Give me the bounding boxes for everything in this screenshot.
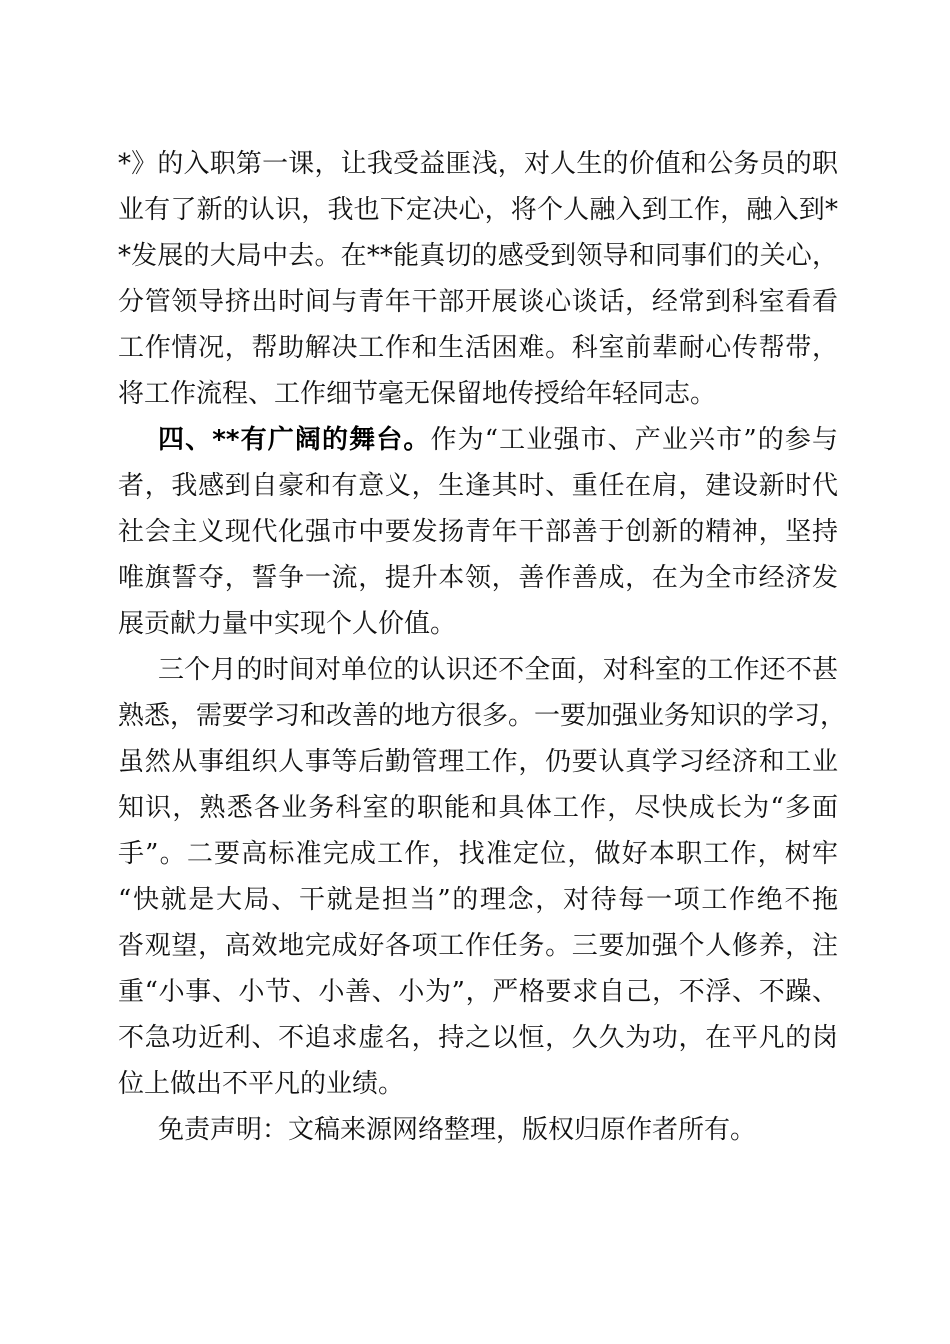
paragraph-1-line-4: 分管领导挤出时间与青年干部开展谈心谈话，经常到科室看看 xyxy=(118,287,838,317)
paragraph-3-line-10: 位上做出不平凡的业绩。 xyxy=(118,1069,405,1099)
disclaimer: 免责声明：文稿来源网络整理，版权归原作者所有。 xyxy=(158,1115,757,1145)
paragraph-3-line-5: 手”。二要高标准完成工作，找准定位，做好本职工作，树牢 xyxy=(118,839,838,869)
section-four-first-line xyxy=(158,418,838,462)
paragraph-3-line-3: 虽然从事组织人事等后勤管理工作，仍要认真学习经济和工业 xyxy=(118,747,838,777)
paragraph-3-line-7: 沓观望，高效地完成好各项工作任务。三要加强个人修养，注 xyxy=(118,931,838,961)
paragraph-1-line-2: 业有了新的认识，我也下定决心，将个人融入到工作，融入到* xyxy=(118,195,838,225)
paragraph-1-line-1: *》的入职第一课，让我受益匪浅，对人生的价值和公务员的职 xyxy=(118,149,838,179)
paragraph-3-line-9: 不急功近利、不追求虚名，持之以恒，久久为功，在平凡的岗 xyxy=(118,1023,838,1053)
paragraph-3-line-8: 重“小事、小节、小善、小为”，严格要求自己，不浮、不躁、 xyxy=(118,977,838,1007)
paragraph-3-line-4: 知识，熟悉各业务科室的职能和具体工作，尽快成长为“多面 xyxy=(118,793,838,823)
paragraph-3-line-6: “快就是大局、干就是担当”的理念，对待每一项工作绝不拖 xyxy=(118,885,838,915)
section-four-heading: 四、**有广阔的舞台。 xyxy=(158,425,431,455)
paragraph-1-line-5: 工作情况，帮助解决工作和生活困难。科室前辈耐心传帮带， xyxy=(118,333,838,363)
paragraph-2-line-2: 者，我感到自豪和有意义，生逢其时、重任在肩，建设新时代 xyxy=(118,471,838,501)
paragraph-2-line-5: 展贡献力量中实现个人价值。 xyxy=(118,609,457,639)
paragraph-3-line-2: 熟悉，需要学习和改善的地方很多。一要加强业务知识的学习， xyxy=(118,701,847,731)
section-four-first-line-text: 作为“工业强市、产业兴市”的参与 xyxy=(430,425,838,455)
paragraph-2-line-4: 唯旗誓夺，誓争一流，提升本领，善作善成，在为全市经济发 xyxy=(118,563,838,593)
paragraph-2-line-3: 社会主义现代化强市中要发扬青年干部善于创新的精神，坚持 xyxy=(118,517,838,547)
paragraph-1-line-3: *发展的大局中去。在**能真切的感受到领导和同事们的关心， xyxy=(118,241,838,271)
paragraph-1-line-6: 将工作流程、工作细节毫无保留地传授给年轻同志。 xyxy=(118,379,717,409)
paragraph-3-line-1: 三个月的时间对单位的认识还不全面，对科室的工作还不甚 xyxy=(158,655,838,685)
